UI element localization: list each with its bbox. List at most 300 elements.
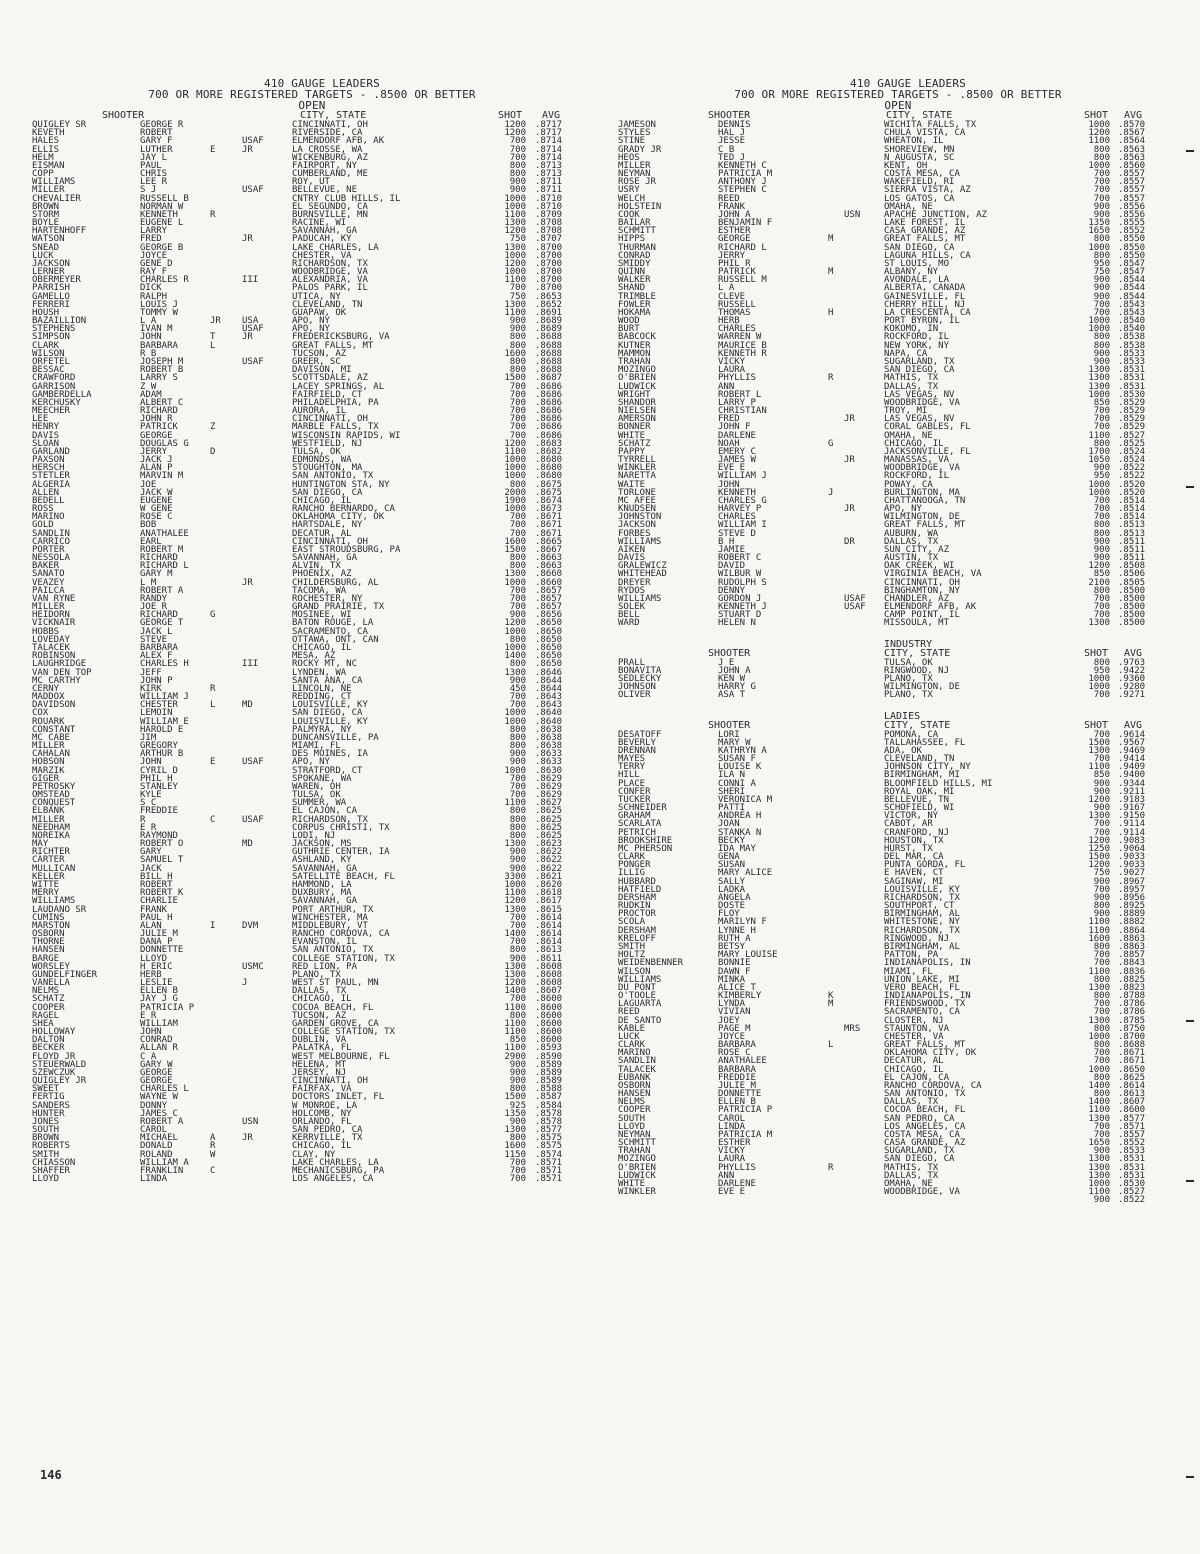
last-name: ELLIS — [32, 144, 60, 155]
average: .9083 — [1118, 835, 1146, 846]
city-state: E HAVEN, CT — [884, 868, 944, 879]
city-state: CHILDERSBURG, AL — [292, 577, 379, 588]
city-state: GREAT FALLS, MT — [884, 234, 966, 245]
average: .8640 — [535, 716, 563, 727]
first-name: R — [140, 814, 146, 825]
last-name: PRALL — [618, 657, 646, 668]
first-name: PATRICIA P — [718, 1105, 773, 1116]
shot-count: 1200 — [504, 896, 526, 907]
shot-count: 1200 — [1088, 835, 1110, 846]
first-name: CONNI A — [718, 778, 756, 789]
shot-count: 900 — [509, 675, 526, 686]
shot-count: 700 — [1093, 1121, 1110, 1132]
avg-header: AVG — [1124, 647, 1143, 659]
city-state: ALVIN, TX — [292, 561, 341, 572]
city-state: COLLEGE STATION, TX — [292, 1027, 395, 1038]
average: .8600 — [535, 1002, 563, 1013]
last-name: CERNY — [32, 683, 60, 694]
shot-count: 700 — [509, 1166, 526, 1176]
shot-count: 1400 — [504, 986, 526, 997]
last-name: KRELOFF — [618, 933, 656, 944]
first-name: STANLEY — [140, 781, 178, 792]
city-state: UNION LAKE, MI — [884, 974, 960, 985]
average: .9027 — [1118, 868, 1146, 879]
middle-initial: R — [828, 1162, 834, 1173]
first-name: WILLIAM E — [140, 716, 189, 727]
first-name: DENNY — [718, 585, 746, 596]
city-state: SUGARLAND, TX — [884, 356, 955, 367]
first-name: JACK L — [140, 626, 173, 637]
shot-count: 750 — [1093, 267, 1110, 278]
first-name: CHARLES L — [140, 1084, 189, 1095]
suffix: MRS — [844, 1023, 861, 1034]
shot-count: 800 — [509, 634, 526, 645]
average: .8714 — [535, 144, 563, 155]
average: .8643 — [535, 692, 563, 703]
city-state: OAK CREEK, WI — [884, 561, 955, 572]
city-state: WISCONSIN RAPIDS, WI — [292, 430, 401, 441]
shot-count: 700 — [1093, 512, 1110, 523]
shot-count: 900 — [1093, 356, 1110, 367]
first-name: STEVE — [140, 634, 168, 645]
shot-count: 1000 — [504, 708, 526, 719]
last-name: GUNDELFINGER — [32, 969, 98, 980]
suffix: J — [242, 978, 248, 989]
average: .8543 — [1118, 299, 1146, 310]
last-name: DAVIDSON — [32, 700, 76, 711]
first-name: ANTHONY J — [718, 177, 767, 188]
first-name: WARREN W — [718, 332, 762, 343]
average: .8614 — [1118, 1080, 1146, 1091]
suffix: JR — [844, 414, 855, 425]
average: .8621 — [535, 871, 563, 882]
last-name: SOLEK — [618, 602, 646, 613]
last-name: LLOYD — [618, 1121, 646, 1132]
average: .8627 — [535, 798, 563, 809]
average: .8660 — [535, 577, 563, 588]
avg-header: AVG — [542, 110, 561, 121]
last-name: WITTE — [32, 879, 60, 890]
city-state: APO, NY — [292, 757, 330, 768]
average: .9033 — [1118, 852, 1146, 863]
first-name: GEORGE — [140, 1076, 173, 1087]
first-name: PATRICK — [140, 422, 178, 433]
last-name: BELL — [618, 610, 640, 621]
last-name: WINKLER — [618, 1187, 656, 1198]
city-state: ELMENDORF AFB, AK — [292, 136, 385, 147]
average: .8686 — [535, 381, 563, 392]
last-name: NEEDHAM — [32, 822, 70, 833]
average: .8863 — [1118, 941, 1146, 952]
last-name: HOLSTEIN — [618, 201, 662, 212]
shot-count: 1150 — [504, 1149, 526, 1160]
city-state: DALLAS, TX — [292, 986, 347, 997]
shot-count: 750 — [1093, 868, 1110, 879]
first-name: LINDA — [718, 1121, 746, 1132]
average: .8514 — [1118, 495, 1146, 506]
city-state: PUNTA GORDA, FL — [884, 860, 966, 871]
average: .8607 — [1118, 1097, 1146, 1108]
shot-count: 1000 — [504, 643, 526, 653]
first-name: JAMES W — [718, 455, 756, 466]
average: .8540 — [1118, 316, 1146, 327]
shot-count: 700 — [1093, 754, 1110, 765]
average: .8629 — [535, 790, 563, 801]
last-name: WARD — [618, 618, 640, 629]
city-state: GREAT FALLS, MT — [292, 340, 374, 351]
average: .9763 — [1118, 657, 1146, 668]
city-state: CINCINNATI, OH — [292, 536, 368, 547]
last-name: TRAHAN — [618, 356, 651, 367]
last-name: MAYES — [618, 754, 646, 765]
last-name: SHAFFER — [32, 1166, 70, 1176]
average: .8544 — [1118, 283, 1146, 294]
first-name: C A — [140, 1051, 157, 1062]
city-state: TROY, MI — [884, 406, 928, 417]
first-name: JOHN — [140, 757, 162, 768]
average: .8700 — [535, 258, 563, 269]
last-name: LUDWICK — [618, 1170, 656, 1181]
shot-count: 1000 — [504, 193, 526, 204]
shot-count: 1100 — [504, 209, 526, 220]
first-name: ALAN P — [140, 463, 173, 474]
last-name: SMIDDY — [618, 258, 651, 269]
suffix: USAF — [242, 324, 264, 335]
city-state: LOS GATOS, CA — [884, 193, 955, 204]
city-state: SAVANNAH, GA — [292, 553, 358, 564]
city-state: SAN PEDRO, CA — [292, 1125, 363, 1136]
average: .8617 — [535, 896, 563, 907]
average: .8711 — [535, 177, 563, 188]
first-name: DONNETTE — [718, 1089, 762, 1100]
margin-mark — [1186, 150, 1194, 152]
shot-count: 1300 — [1088, 1015, 1110, 1026]
suffix: USAF — [242, 814, 264, 825]
first-name: C B — [718, 144, 735, 155]
city-state: LAS VEGAS, NV — [884, 414, 955, 425]
city-state: SACRAMENTO, CA — [292, 626, 368, 637]
last-name: CRAWFORD — [32, 373, 76, 384]
last-name: PORTER — [32, 544, 65, 555]
last-name: SCHATZ — [618, 438, 651, 449]
first-name: LAURA — [718, 1154, 746, 1165]
industry-table-body — [618, 659, 1178, 700]
city-state: DECATUR, AL — [884, 1056, 944, 1067]
shot-count: 1600 — [1088, 933, 1110, 944]
last-name: SCHNEIDER — [618, 803, 667, 814]
average: .8547 — [1118, 258, 1146, 269]
first-name: MARY W — [718, 737, 751, 748]
average: .8714 — [535, 136, 563, 147]
average: .8680 — [535, 463, 563, 474]
shot-count: 1100 — [504, 1002, 526, 1013]
last-name: BROWN — [32, 1133, 60, 1144]
shot-count: 1500 — [504, 1092, 526, 1103]
first-name: FRED — [718, 414, 740, 425]
shot-count: 800 — [509, 160, 526, 171]
shot-count: 700 — [509, 1174, 526, 1185]
last-name: ROUARK — [32, 716, 65, 727]
last-name: CLARK — [618, 1040, 646, 1051]
average: .8700 — [535, 283, 563, 294]
city-state: BURLINGTON, MA — [884, 487, 960, 498]
first-name: ANN — [718, 381, 735, 392]
first-name: STEVE D — [718, 528, 756, 539]
shot-count: 1300 — [1088, 618, 1110, 629]
last-name: RICHTER — [32, 847, 70, 858]
shot-count: 900 — [509, 847, 526, 858]
last-name: QUIGLEY SR — [32, 120, 87, 130]
first-name: DANA P — [140, 937, 173, 948]
last-name: PONGER — [618, 860, 651, 871]
average: .9183 — [1118, 794, 1146, 805]
shot-count: 800 — [1093, 585, 1110, 596]
first-name: MARVIN M — [140, 471, 184, 482]
average: .8713 — [535, 160, 563, 171]
first-name: DOSTE — [718, 901, 746, 912]
average: .8700 — [1118, 1031, 1146, 1042]
shot-count: 900 — [509, 316, 526, 327]
first-name: BILL H — [140, 871, 173, 882]
last-name: HOLLOWAY — [32, 1027, 76, 1038]
shot-count: 900 — [509, 855, 526, 866]
first-name: DICK — [140, 283, 162, 294]
average: .8571 — [535, 1166, 563, 1176]
shot-count: 1000 — [1088, 1178, 1110, 1189]
average: .8524 — [1118, 455, 1146, 466]
suffix: JR — [242, 1133, 253, 1144]
city-state: COSTA MESA, CA — [884, 169, 960, 180]
first-name: CHARLES G — [718, 495, 767, 506]
average: .8710 — [535, 201, 563, 212]
average: .8650 — [535, 634, 563, 645]
shot-count: 700 — [1093, 406, 1110, 417]
shot-count: 700 — [509, 144, 526, 155]
last-name: WHITE — [618, 430, 646, 441]
shot-count: 700 — [1093, 504, 1110, 515]
first-name: KYLE — [140, 790, 162, 801]
average: .8657 — [535, 593, 563, 604]
city-state: TUCSON, AZ — [292, 348, 347, 359]
last-name: STORM — [32, 209, 60, 220]
first-name: ROBERT K — [140, 888, 184, 899]
average: .8689 — [535, 324, 563, 335]
first-name: ANDREA H — [718, 811, 762, 822]
first-name: CHARLES — [718, 512, 756, 523]
city-state: TULSA, OK — [292, 790, 341, 801]
shot-count: 900 — [1093, 275, 1110, 286]
suffix: USAF — [242, 136, 264, 147]
shot-count: 750 — [509, 291, 526, 302]
average: .8633 — [535, 757, 563, 768]
city-state: PALATKA, FL — [292, 1043, 352, 1054]
last-name: SANDERS — [32, 1100, 70, 1111]
shot-count: 700 — [509, 700, 526, 711]
average: .8683 — [535, 438, 563, 449]
first-name: DARLENE — [718, 1178, 756, 1189]
average: .8600 — [535, 994, 563, 1005]
city-state: EL SEGUNDO, CA — [292, 201, 368, 212]
city-state: PHILADELPHIA, PA — [292, 397, 379, 408]
middle-initial: D — [210, 446, 216, 457]
last-name: EISMAN — [32, 160, 65, 171]
average: .8625 — [535, 806, 563, 817]
city-state: TACOMA, WA — [292, 585, 347, 596]
average: .8686 — [535, 406, 563, 417]
city-state: INDIANAPOLIS, IN — [884, 958, 971, 969]
shot-count: 1000 — [1088, 682, 1110, 693]
last-name: CONRAD — [618, 250, 651, 261]
shot-count: 850 — [1093, 397, 1110, 408]
shot-count: 1000 — [1088, 487, 1110, 498]
first-name: ROBERT C — [718, 553, 762, 564]
average: .8629 — [535, 773, 563, 784]
average: .8650 — [1118, 1064, 1146, 1075]
average: .8563 — [1118, 152, 1146, 163]
average: .8625 — [535, 822, 563, 833]
shot-count: 1000 — [504, 267, 526, 278]
shot-count: 1700 — [1088, 446, 1110, 457]
last-name: HANSEN — [618, 1089, 651, 1100]
shot-count: 1300 — [1088, 811, 1110, 822]
average: .8513 — [1118, 528, 1146, 539]
margin-mark — [1186, 1180, 1194, 1182]
city-state: ROCKFORD, IL — [884, 332, 950, 343]
shot-count: 800 — [509, 340, 526, 351]
shot-count: 1100 — [504, 446, 526, 457]
first-name: MARILYN F — [718, 917, 767, 928]
first-name: E R — [140, 1010, 157, 1021]
shot-count: 1300 — [1088, 381, 1110, 392]
last-name: VAN RYNE — [32, 593, 76, 604]
average: .8633 — [535, 749, 563, 760]
city-state: LODI, NJ — [292, 830, 336, 841]
last-name: JOHNSTON — [618, 512, 662, 523]
shot-count: 450 — [509, 683, 526, 694]
city-state: GARDEN GROVE, CA — [292, 1018, 379, 1029]
city-state: ROYAL OAK, MI — [884, 786, 955, 797]
avg-header: AVG — [1124, 110, 1143, 121]
shot-count: 1000 — [504, 250, 526, 261]
suffix: JR — [242, 144, 253, 155]
first-name: HERB — [140, 969, 162, 980]
first-name: EMERY C — [718, 446, 756, 457]
first-name: JAMES C — [140, 1108, 178, 1119]
city-state: FREDERICKSBURG, VA — [292, 332, 390, 343]
first-name: BONNIE — [718, 958, 751, 969]
first-name: HERB — [718, 316, 740, 327]
city-state: MECHANICSBURG, PA — [292, 1166, 385, 1176]
city-state: MESA, AZ — [292, 651, 336, 662]
first-name: HAROLD E — [140, 724, 184, 735]
last-name: BURT — [618, 324, 640, 335]
city-state: REDDING, CT — [292, 692, 352, 703]
first-name: CYRIL D — [140, 765, 178, 776]
last-name: JACKSON — [32, 258, 70, 269]
city-state: CHICAGO, IL — [884, 1064, 944, 1075]
city-state: GRAND PRAIRIE, TX — [292, 602, 385, 613]
first-name: ROBERT M — [140, 544, 184, 555]
last-name: TERRY — [618, 762, 646, 773]
last-name: FERTIG — [32, 1092, 65, 1103]
shot-count: 1300 — [1088, 1162, 1110, 1173]
city-state: SUGARLAND, TX — [884, 1146, 955, 1157]
first-name: RICHARD — [140, 553, 178, 564]
first-name: GEORGE R — [140, 120, 184, 130]
last-name: TORLONE — [618, 487, 656, 498]
city-state: SHOREVIEW, MN — [884, 144, 955, 155]
average: .9150 — [1118, 811, 1146, 822]
last-name: LAUGHRIDGE — [32, 659, 87, 670]
shot-count: 1300 — [504, 961, 526, 972]
shot-count: 800 — [1093, 1023, 1110, 1034]
city-state: WICHITA FALLS, TX — [884, 120, 977, 130]
average: .8600 — [1118, 1105, 1146, 1116]
last-name: O'BRIEN — [618, 373, 656, 384]
left-column — [32, 78, 592, 1183]
last-name: HOBBS — [32, 626, 60, 637]
city-state: HOLCOMB, NY — [292, 1108, 352, 1119]
average: .8556 — [1118, 201, 1146, 212]
first-name: GARY F — [140, 136, 173, 147]
shot-count: 900 — [509, 1067, 526, 1078]
shot-count: 900 — [509, 185, 526, 196]
first-name: MARY ALICE — [718, 868, 773, 879]
shot-count: 1350 — [504, 1108, 526, 1119]
average: .8671 — [535, 528, 563, 539]
shot-count: 800 — [1093, 901, 1110, 912]
left-title: 410 GAUGE LEADERS — [264, 77, 380, 90]
city-state: MARBLE FALLS, TX — [292, 422, 379, 433]
shot-count: 1500 — [1088, 737, 1110, 748]
last-name: REED — [618, 1007, 640, 1018]
last-name: ALLEN — [32, 487, 60, 498]
shot-count: 700 — [1093, 495, 1110, 506]
city-state: CRANFORD, NJ — [884, 827, 950, 838]
middle-initial: K — [828, 991, 834, 1002]
first-name: JULIE M — [718, 1080, 756, 1091]
last-name: BOYLE — [32, 218, 60, 229]
first-name: RICHARD L — [140, 561, 189, 572]
table-row — [618, 1196, 1178, 1204]
city-state: OKLAHOMA CITY, OK — [292, 512, 385, 523]
city-state: LA CRESCENTA, CA — [884, 307, 971, 318]
first-name: ADAM — [140, 389, 162, 400]
last-name: JACKSON — [618, 520, 656, 531]
last-name: SOUTH — [32, 1125, 60, 1136]
last-name: TRIMBLE — [618, 291, 656, 302]
industry-section-label: INDUSTRY — [884, 638, 933, 650]
shot-count: 800 — [1093, 528, 1110, 539]
average: .9114 — [1118, 819, 1146, 830]
average: .9033 — [1118, 860, 1146, 871]
average: .8600 — [535, 1010, 563, 1021]
city-state: HURST, TX — [884, 843, 933, 854]
first-name: ESTHER — [718, 1138, 751, 1149]
last-name: HILL — [618, 770, 640, 781]
margin-mark — [1186, 1476, 1194, 1478]
average: .8785 — [1118, 1015, 1146, 1026]
first-name: GEORGE T — [140, 618, 184, 629]
last-name: NOREIKA — [32, 830, 70, 841]
city-state: LOS ANGELES, CA — [292, 1174, 374, 1185]
average: .8786 — [1118, 999, 1146, 1010]
average: .8500 — [1118, 585, 1146, 596]
city-state: N AUGUSTA, SC — [884, 152, 955, 163]
shot-count: 700 — [1093, 1007, 1110, 1018]
shot-count: 900 — [509, 1116, 526, 1127]
shot-count: 1300 — [504, 969, 526, 980]
